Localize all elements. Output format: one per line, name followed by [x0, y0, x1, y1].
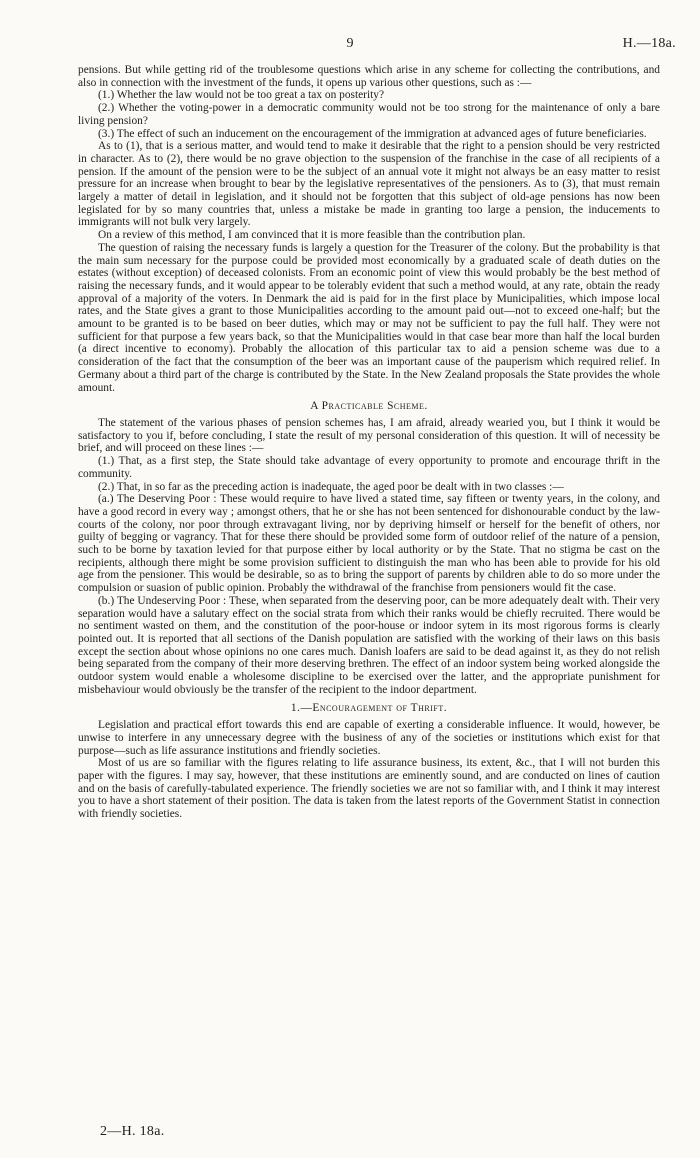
section-heading: 1.—Encouragement of Thrift. — [290, 702, 448, 715]
paragraph: (b.) The Undeserving Poor : These, when separated from the deserving poor, can be more adequately dealt with. Their very separation would have a salutary effect on the social strata from which their ranks would be chiefly recruited. There would be no sentiment wasted on them, and the constitution of the poor-house or indoor sytem in its most rigorous forms is clearly pointed out. It is reported that all sections of the Danish population are satisfied with the working of their laws on this basis except the section about whose opinions no one cares much. Danish loafers are said to be dead against it, as they do not relish being separated from the company of their more deserving brethren. The effect of an indoor system being worked alongside the outdoor system would enable a wholesome discipline to be exercised over the latter, and the appropriate punishment for misbehaviour would obviously be the transfer of the recipient to the indoor department. — [78, 594, 660, 696]
paragraph: The statement of the various phases of pension schemes has, I am afraid, already wearied you, but I think it would be satisfactory to you if, before concluding, I state the result of my personal consideration of this question. It will of necessity be brief, and will proceed on these lines :— — [78, 416, 660, 455]
document-reference: H.—18a. — [622, 36, 676, 51]
page-number: 9 — [346, 36, 354, 51]
paragraph: (2.) That, in so far as the preceding action is inadequate, the aged poor be dealt with in two classes :— — [98, 480, 564, 493]
paragraph: The question of raising the necessary funds is largely a question for the Treasurer of the colony. But the probability is that the main sum necessary for the purpose could be provided most economically by a graduated scale of death duties on the estates (without exception) of deceased colonists. From an economic point of view this would probably be the best method of raising the necessary funds, and it would appear to be tolerably evident that such a method would, at any rate, obtain the ready approval of a majority of the voters. In Denmark the aid is paid for in the first place by Municipalities, which impose local rates, and the State gives a grant to those Municipalities according to the amount paid out—not to exceed one-half; but the amount to be granted is to be based on beer duties, which may or may not be sufficient to pay the full half. They were not sufficient for that purpose a few years back, so that the Municipalities would in that case bear more than half the local burden (a direct incentive to economy). Probably the allocation of this particular tax to aid a pension scheme was due to a consideration of the fact that the consumption of the beer was an important cause of the pauperism which required relief. In Germany about a third part of the charge is contributed by the State. In the New Zealand proposals the State provides the whole amount. — [78, 241, 660, 394]
body-text — [78, 64, 660, 821]
paragraph: (1.) Whether the law would not be too great a tax on posterity? — [98, 89, 385, 102]
paragraph: As to (1), that is a serious matter, and would tend to make it desirable that the right to a pension should be very restricted in character. As to (2), there would be no grave objection to the suspension of the franchise in the case of all recipients of a pension. If the amount of the pension were to be the subject of an annual vote it might not always be an easy matter to resist pressure for an increase when brought to bear by the legislative representatives of the pensioners. As to (3), that must remain largely a matter of detail in legislation, and it should not be forgotten that this subject of old-age pensions has now been legislated for by so many countries that, unless a mistake be made in granting too large a pension, the inducements to immigrants will not bulk very largely. — [78, 140, 660, 229]
section-heading: A Practicable Scheme. — [310, 400, 428, 413]
paragraph: Most of us are so familiar with the figures relating to life assurance business, its extent, &c., that I will not burden this paper with the figures. I may say, however, that these institutions are eminently sound, and are conducted on lines of caution and on the basis of carefully-tabulated experience. The friendly societies we are not so familiar with, and I think it may interest you to have a short statement of their position. The data is taken from the latest reports of the Government Statist in connection with friendly societies. — [78, 757, 660, 821]
paragraph: (1.) That, as a first step, the State should take advantage of every opportunity to promote and encourage thrift in the community. — [78, 455, 660, 480]
paragraph: Legislation and practical effort towards this end are capable of exerting a considerable influence. It would, however, be unwise to interfere in any unnecessary degree with the business of any of the societies or institutions which exist for that purpose—such as life assurance institutions and friendly societies. — [78, 719, 660, 757]
paragraph: On a review of this method, I am convinced that it is more feasible than the contribution plan. — [98, 229, 526, 242]
page-signature: 2—H. 18a. — [100, 1124, 165, 1139]
paragraph: pensions. But while getting rid of the troublesome questions which arise in any scheme for collecting the contributions, and also in connection with the investment of the funds, it opens up various other questions, such as :— — [78, 64, 660, 89]
paragraph: (2.) Whether the voting-power in a democratic community would not be too strong for the maintenance of only a bare living pension? — [78, 102, 660, 127]
paragraph: (a.) The Deserving Poor : These would require to have lived a stated time, say fifteen or twenty years, in the colony, and have a good record in every way ; amongst others, that he or she has not been sentenced for dishonourable conduct by the law-courts of the colony, nor poor through extravagant living, nor by depriving himself or herself for the benefit of others, nor guilty of begging or vagrancy. That for these there should be provided some form of outdoor relief of the nature of a pension, such to be borne by taxation levied for that purpose either by local authority or by the State. That no stigma be cast on the recipients, although there might be some provision sufficient to distinguish the man who has been able to provide for his old age from the pensioner. This would be desirable, so as to bring the support of parents by children able to do so more under the compulsion or suasion of public opinion. Probably the withdrawal of the franchise from pensioners would fit the case. — [78, 493, 660, 595]
paragraph: (3.) The effect of such an inducement on the encouragement of the immigration at advanced ages of future beneficiaries. — [98, 127, 647, 140]
